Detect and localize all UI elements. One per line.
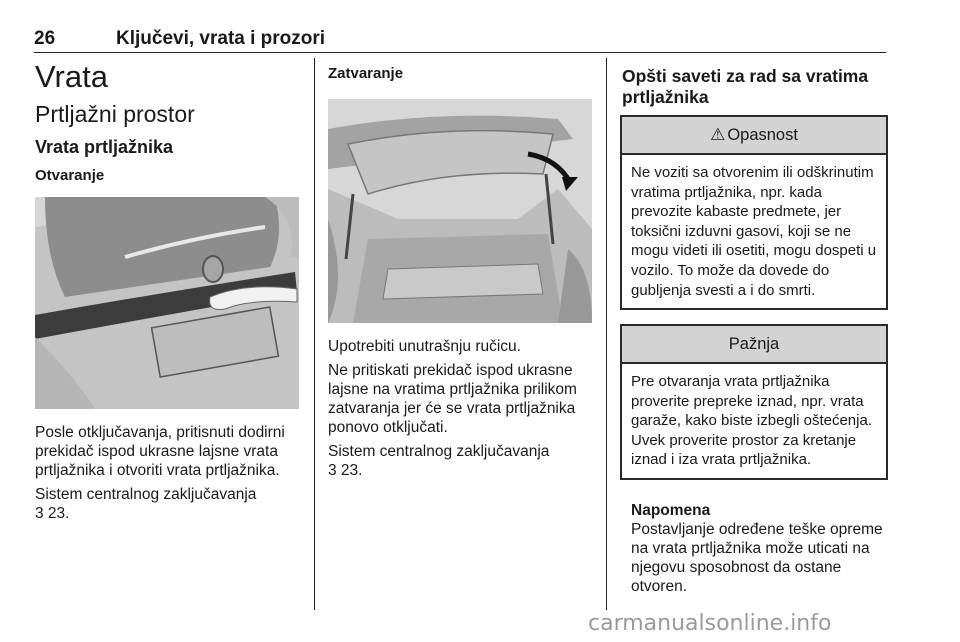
column-divider bbox=[314, 58, 315, 610]
column-3 bbox=[622, 58, 884, 108]
caution-box-header bbox=[622, 326, 886, 364]
chapter-title: Ključevi, vrata i prozori bbox=[116, 28, 326, 49]
central-locking-page-link[interactable]: 3 23. bbox=[35, 505, 70, 522]
danger-text: Ne voziti sa otvorenim ili odškrinutim vratima prtljažnika, npr. kada prevozite kabaste predmete, jer toksični izduvni gasovi, koji se ne mogu videti ili osetiti, mogu dospeti u vozilo. To može da dovede do gubljenja svesti a i do smrti. bbox=[631, 164, 877, 299]
central-locking-page-link[interactable]: 3 23. bbox=[328, 462, 363, 479]
note-block bbox=[631, 502, 883, 596]
page-title: Vrata bbox=[35, 59, 108, 94]
closing-handle-instruction: Upotrebiti unutrašnju ručicu. bbox=[328, 338, 521, 355]
subheading-opening: Otvaranje bbox=[35, 167, 105, 184]
caution-text: Pre otvaranja vrata prtljažnika proverite prepreke iznad, npr. vrata garaže, kako biste izbegli oštećenja. Uvek proverite prostor za kretanje iznad i iza vrata prtljažnika. bbox=[631, 373, 872, 469]
opening-instructions: Posle otključavanja, pritisnuti dodirni prekidač ispod ukrasne lajsne vrata prtljažnika i otvoriti vrata prtljažnika. bbox=[35, 424, 285, 479]
central-locking-reference-label: Sistem centralnog zaključavanja bbox=[328, 443, 550, 460]
section-title: Prtljažni prostor bbox=[35, 101, 195, 127]
subheading-closing: Zatvaranje bbox=[328, 65, 404, 82]
subsection-title: Vrata prtljažnika bbox=[35, 137, 174, 157]
page-number: 26 bbox=[34, 28, 56, 49]
danger-box-header bbox=[622, 117, 886, 155]
danger-box bbox=[620, 115, 888, 310]
page-header bbox=[34, 28, 886, 53]
warning-triangle-icon: ⚠ bbox=[710, 125, 726, 144]
caution-box bbox=[620, 324, 888, 480]
tailgate-closing-illustration bbox=[328, 99, 592, 323]
column-1 bbox=[35, 58, 301, 523]
note-title: Napomena bbox=[631, 502, 711, 519]
caution-title: Pažnja bbox=[728, 334, 780, 353]
tailgate-opening-illustration bbox=[35, 197, 299, 409]
danger-title: Opasnost bbox=[727, 125, 798, 144]
column-divider bbox=[606, 58, 607, 610]
closing-warning-text: Ne pritiskati prekidač ispod ukrasne lajsne na vratima prtljažnika prilikom zatvaranja jer će se vrata prtljažnika ponovo otključati. bbox=[328, 362, 577, 436]
watermark: carmanualsonline.info bbox=[588, 611, 832, 636]
note-text: Postavljanje određene teške opreme na vrata prtljažnika može uticati na njegovu sposobnost da ostane otvoren. bbox=[631, 521, 883, 595]
central-locking-reference-label: Sistem centralnog zaključavanja bbox=[35, 486, 257, 503]
general-tips-heading: Opšti saveti za rad sa vratima prtljažnika bbox=[622, 66, 869, 107]
column-2 bbox=[328, 58, 594, 480]
